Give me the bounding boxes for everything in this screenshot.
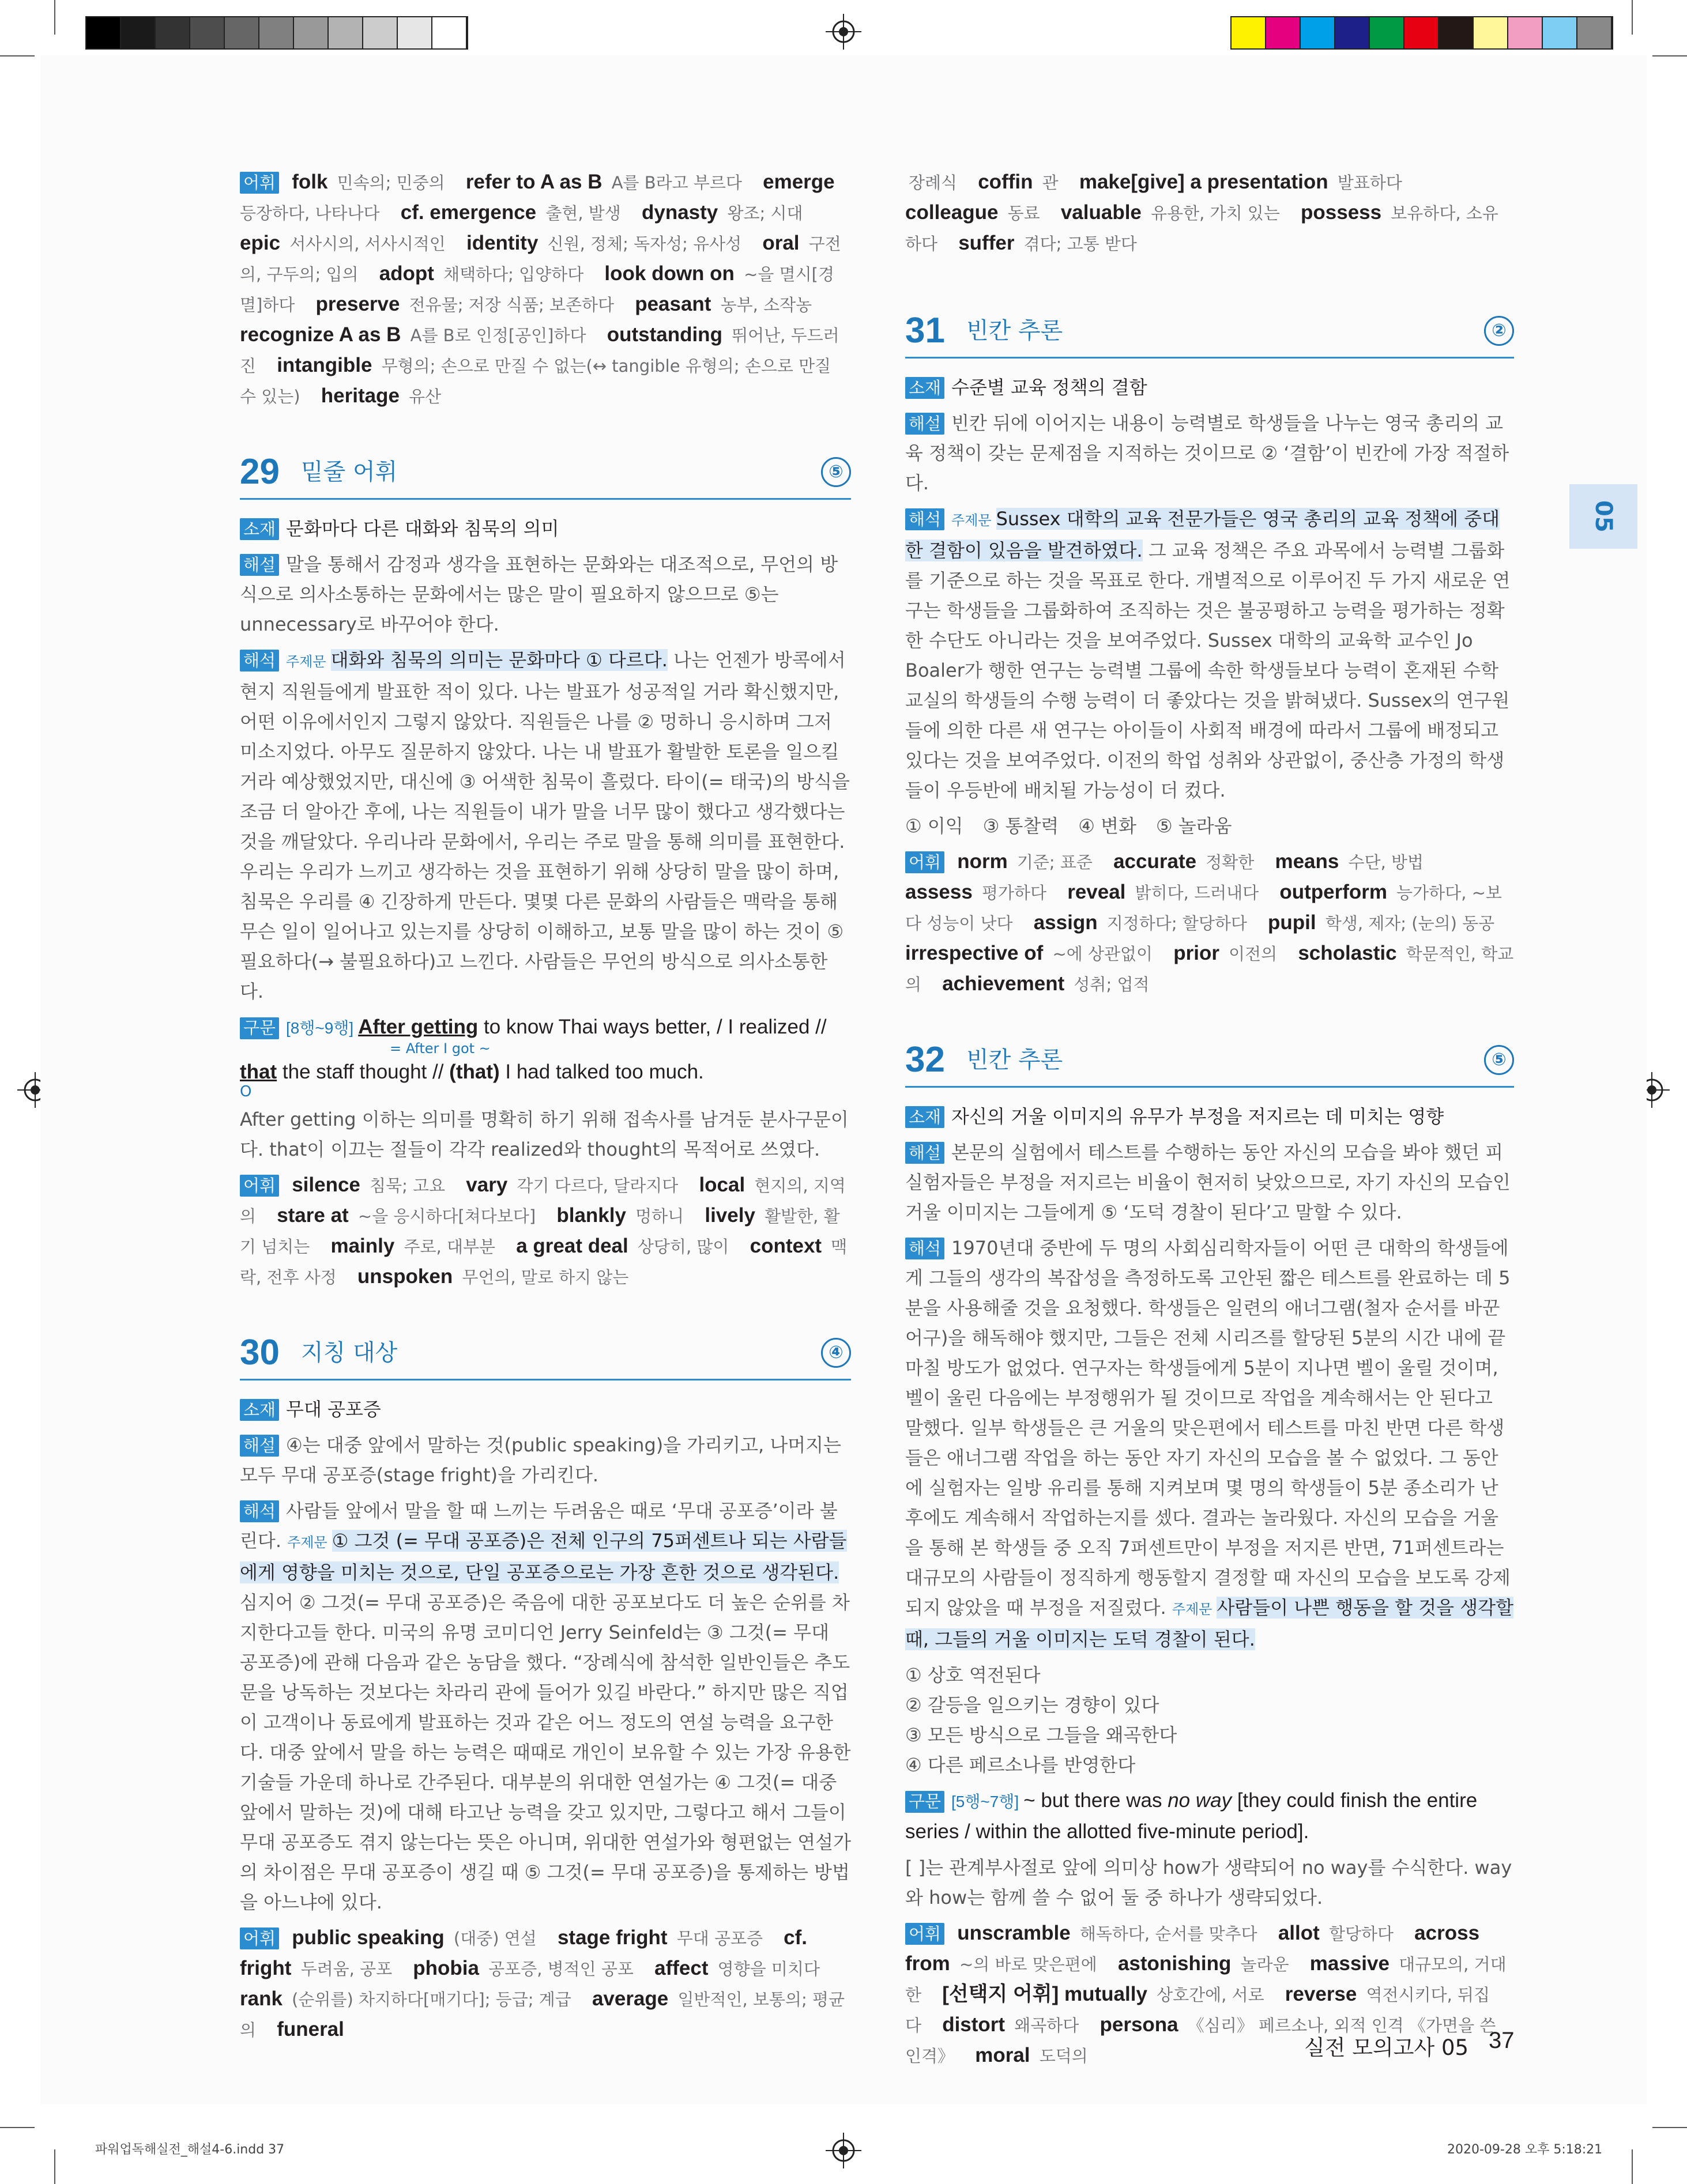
- choice-item: ② 갈등을 일으키는 경향이 있다: [905, 1694, 1159, 1716]
- haeseol-text: 말을 통해서 감정과 생각을 표현하는 문화와는 대조적으로, 무언의 방식으로 의사소통하는 문화에서는 많은 말이 필요하지 않으므로 ⑤는 unnecessary로 바꾸어야 한다.: [240, 553, 838, 635]
- vocab-list: [240, 167, 851, 412]
- color-swatch: [398, 17, 432, 48]
- vocab-meaning: 동료: [1007, 203, 1040, 223]
- color-swatch: [1266, 17, 1301, 48]
- vocab-meaning: 농부, 소작농: [720, 295, 812, 315]
- vocab-term: suffer: [958, 232, 1015, 254]
- vocab-meaning: 일반적인, 보통의; 평균의: [240, 1990, 845, 2040]
- topic-tag: 주제문: [951, 512, 992, 529]
- vocab-meaning: ~을 멸시[경멸]하다: [240, 265, 834, 315]
- vocab-term: colleague: [905, 201, 999, 224]
- vocab-term: assess: [905, 881, 973, 903]
- vocab-meaning: 관: [1042, 173, 1059, 193]
- choice-item: ③ 통찰력: [982, 815, 1059, 837]
- color-swatch: [1301, 17, 1335, 48]
- vocab-meaning: 할당하다: [1328, 1924, 1394, 1944]
- vocab-meaning: 신원, 정체; 독자성; 유사성: [547, 234, 742, 254]
- vocab-meaning: 영향을 미치다: [717, 1959, 820, 1979]
- vocab-list: [905, 167, 1514, 259]
- haeseok-text: 그 교육 정책은 주요 과목에서 능력별 그룹화를 기준으로 하는 것을 목표로 한다. 개별적으로 이루어진 두 가지 새로운 연구는 학생들을 그룹화하여 조직하는 것은 불공평하고 능력을 평가하는 정확한 수단도 아니라는 것을 보여주었다. Sussex 대학의 교육학 교수인 Jo Boaler가 행한 연구는 능력별 그룹에 속한 학생들보다 능력이 혼재된 수학 교실의 학생들의 수행 능력이 더 좋았다는 것을 밝혀냈다. Sussex의 연구원들에 의한 다른 새 연구는 아이들이 사회적 배경에 따라서 그룹에 배정되고 있다는 것을 보여주었다. 이전의 학업 성취와 상관없이, 중산층 가정의 학생들이 우등반에 배치될 가능성이 더 컸다.: [905, 540, 1511, 801]
- file-slug: 파워업독해실전_해설4-6.indd 37: [95, 2142, 285, 2157]
- color-swatch: [1370, 17, 1404, 48]
- vocab-term: valuable: [1060, 201, 1142, 224]
- vocab-meaning: 맥락, 전후 사정: [240, 1237, 848, 1287]
- question-type: 밑줄 어휘: [301, 459, 398, 485]
- color-swatch: [1577, 17, 1612, 48]
- vocab-term: adopt: [379, 262, 434, 285]
- haeseol-tag: 해설: [240, 1435, 279, 1457]
- vocab-meaning: 《심리》 페르소나, 외적 인격 《가면을 쓴 인격》: [905, 2016, 1496, 2066]
- grayscale-color-bar: [85, 16, 468, 50]
- answer-badge: ④: [821, 1338, 851, 1368]
- vocab-meaning: 채택하다; 입양하다: [443, 265, 584, 284]
- vocab-meaning: 출현, 발생: [545, 203, 621, 223]
- vocab-term: accurate: [1113, 850, 1197, 873]
- vocab-list: [240, 1923, 851, 2045]
- crop-mark: [1652, 2127, 1687, 2128]
- gumun-text: ~ but there was: [1023, 1789, 1168, 1812]
- vocab-list: [240, 1170, 851, 1292]
- gumun-text: I had talked too much.: [505, 1061, 704, 1083]
- vocab-term: distort: [942, 2013, 1006, 2036]
- haeseol-tag: 해설: [905, 413, 944, 435]
- gumun-text: to know Thai ways better, / I realized //: [483, 1016, 827, 1038]
- right-column: [905, 167, 1514, 2077]
- gumun-ref: [8행~9행]: [286, 1019, 354, 1037]
- vocab-meaning: 멍하니: [635, 1206, 684, 1226]
- vocab-meaning: 겪다; 고통 받다: [1023, 234, 1137, 254]
- vocab-term: scholastic: [1298, 942, 1397, 964]
- section-31-header: [905, 305, 1514, 359]
- vocab-term: rank: [240, 1987, 283, 2010]
- gumun-ref: [5행~7행]: [951, 1793, 1019, 1810]
- haeseok-text: 심지어 ② 그것(= 무대 공포증)은 죽음에 대한 공포보다도 더 높은 순위를 차지한다고들 한다. 미국의 유명 코미디언 Jerry Seinfeld는 ③ 그것(= 무대 공포증)에 관해 다음과 같은 농담을 했다. “장례식에 참석한 일반인들은 추도문을 낭독하는 것보다는 차라리 관에 들어가 있길 바란다.” 하지만 많은 직업이 고객이나 동료에게 발표하는 것과 같은 어느 정도의 연설 능력을 요구한다. 대중 앞에서 말을 하는 능력은 때때로 개인이 보유할 수 있는 가장 유용한 기술들 가운데 하나로 간주된다. 대부분의 위대한 연설가는 ④ 그것(= 대중 앞에서 말하는 것)에 대해 타고난 능력을 갖고 있지만, 그렇다고 해서 그들이 무대 공포증도 겪지 않는다는 뜻은 아니며, 위대한 연설가와 형편없는 연설가의 차이점은 무대 공포증이 생길 때 ⑤ 그것(= 무대 공포증)을 통제하는 방법을 아느냐에 있다.: [240, 1591, 851, 1913]
- choice-item: ① 이익: [905, 815, 963, 837]
- vocab-term: lively: [705, 1204, 755, 1227]
- vocab-tag: 어휘: [905, 1923, 944, 1945]
- vocab-term: allot: [1278, 1922, 1320, 1944]
- vocab-term: persona: [1099, 2013, 1178, 2036]
- gumun-explanation: [ ]는 관계부사절로 앞에 의미상 how가 생략되어 no way를 수식한다. way와 how는 함께 쓸 수 없어 둘 중 하나가 생략되었다.: [905, 1857, 1512, 1908]
- topic-tag: 주제문: [286, 654, 326, 670]
- crop-mark: [1632, 0, 1633, 35]
- vocab-meaning: 유산: [409, 387, 442, 406]
- color-swatch: [1404, 17, 1439, 48]
- color-swatch: [329, 17, 363, 48]
- vocab-term: mainly: [330, 1235, 395, 1257]
- haeseok: [905, 1233, 1514, 1654]
- gumun-line2: [240, 1057, 851, 1087]
- vocab-meaning: 놀라운: [1240, 1955, 1289, 1974]
- vocab-term: oral: [762, 232, 800, 254]
- haeseol: [905, 1137, 1514, 1227]
- vocab-meaning: A를 B로 인정[공인]하다: [410, 326, 586, 345]
- footer-title: 실전 모의고사 05: [1304, 2035, 1469, 2060]
- haeseok-tag: 해석: [240, 650, 279, 672]
- vocab-meaning: 해독하다, 순서를 맞추다: [1079, 1924, 1257, 1944]
- haeseol: [905, 408, 1514, 498]
- haeseok: [240, 645, 851, 1006]
- vocab-meaning: 구전의, 구두의; 입의: [240, 234, 841, 284]
- vocab-meaning: A를 B라고 부르다: [611, 173, 742, 193]
- crop-mark: [0, 2127, 35, 2128]
- vocab-meaning: 왜곡하다: [1014, 2016, 1079, 2035]
- haeseok-tag: 해석: [240, 1500, 279, 1522]
- gumun-that-omitted: (that): [449, 1061, 500, 1083]
- haeseol-tag: 해설: [240, 554, 279, 576]
- vocab-term: stare at: [277, 1204, 349, 1227]
- sojae-tag: 소재: [240, 518, 279, 540]
- color-swatch: [121, 17, 156, 48]
- vocab-term: folk: [292, 171, 328, 193]
- choice-list: [905, 811, 1514, 841]
- sojae-tag: 소재: [905, 1106, 944, 1128]
- gumun-phrase: After getting: [358, 1016, 479, 1038]
- vocab-meaning: 학문적인, 학교의: [905, 944, 1514, 994]
- vocab-term: peasant: [635, 293, 711, 315]
- gumun-phrase: no way: [1168, 1789, 1232, 1812]
- vocab-meaning: 두려움, 공포: [300, 1959, 393, 1979]
- vocab-term: stage fright: [557, 1926, 668, 1949]
- vocab-term: affect: [654, 1957, 709, 1979]
- vocab-term: achievement: [942, 972, 1065, 995]
- choice-list: [905, 1660, 1514, 1780]
- date-slug: 2020-09-28 오후 5:18:21: [1447, 2142, 1603, 2157]
- vocab-term: refer to A as B: [465, 171, 602, 193]
- vocab-meaning: 장례식: [909, 173, 958, 193]
- vocab-term: make[give] a presentation: [1079, 171, 1328, 193]
- vocab-term: pupil: [1268, 911, 1316, 934]
- haeseol-text: ④는 대중 앞에서 말하는 것(public speaking)을 가리키고, 나머지는 모두 무대 공포증(stage fright)을 가리킨다.: [240, 1434, 841, 1486]
- vocab-term: intangible: [277, 354, 372, 376]
- color-swatch: [1543, 17, 1577, 48]
- haeseol: [240, 1430, 851, 1490]
- choice-item: ③ 모든 방식으로 그들을 왜곡한다: [905, 1724, 1177, 1746]
- gumun-note: = After I got ~: [390, 1040, 491, 1057]
- vocab-term: assign: [1033, 911, 1098, 934]
- vocab-term: irrespective of: [905, 942, 1044, 964]
- sojae: [240, 514, 851, 544]
- vocab-meaning: 무대 공포증: [676, 1929, 763, 1948]
- section-32-header: [905, 1034, 1514, 1088]
- vocab-term: emerge: [763, 171, 835, 193]
- vocab-term: possess: [1301, 201, 1382, 224]
- color-swatch: [432, 17, 467, 48]
- answer-badge: ⑤: [821, 457, 851, 487]
- vocab-meaning: 뛰어난, 두드러진: [240, 326, 839, 376]
- vocab-term: means: [1275, 850, 1339, 873]
- vocab-term: massive: [1309, 1952, 1389, 1975]
- haeseol: [240, 549, 851, 639]
- question-number: 30: [240, 1333, 280, 1372]
- vocab-term: cf. fright: [240, 1926, 808, 1979]
- vocab-meaning: 각기 다르다, 달라지다: [517, 1176, 679, 1195]
- chapter-tab: 05: [1569, 484, 1637, 549]
- vocab-term: vary: [466, 1174, 508, 1196]
- vocab-term: moral: [975, 2044, 1030, 2066]
- haeseol-text: 본문의 실험에서 테스트를 수행하는 동안 자신의 모습을 봐야 했던 피실험자들은 부정을 저지르는 비율이 현저히 낮았으므로, 자기 자신의 모습인 거울 이미지는 그들에게 ⑤ ‘도덕 경찰이 된다’고 말할 수 있다.: [905, 1141, 1511, 1223]
- vocab-meaning: ~에 상관없이: [1052, 944, 1153, 964]
- vocab-term: unscramble: [957, 1922, 1071, 1944]
- object-mark: O: [240, 1083, 252, 1100]
- color-swatch: [156, 17, 190, 48]
- vocab-meaning: 대규모의, 거대한: [905, 1955, 1507, 2005]
- color-swatch: [1508, 17, 1543, 48]
- vocab-meaning: 성취; 업적: [1074, 975, 1150, 994]
- vocab-term: [선택지 어휘] mutually: [942, 1983, 1147, 2005]
- color-swatch: [1474, 17, 1508, 48]
- color-swatch: [1439, 17, 1474, 48]
- gumun-that: that: [240, 1061, 277, 1083]
- crop-mark: [1652, 55, 1687, 56]
- vocab-term: blankly: [556, 1204, 626, 1227]
- vocab-meaning: 전유물; 저장 식품; 보존하다: [409, 295, 615, 315]
- question-number: 32: [905, 1040, 945, 1080]
- vocab-meaning: 유용한, 가치 있는: [1151, 203, 1280, 223]
- crop-mark: [54, 0, 55, 35]
- vocab-meaning: 이전의: [1229, 944, 1278, 964]
- vocab-term: local: [699, 1174, 745, 1196]
- vocab-meaning: 활발한, 활기 넘치는: [240, 1206, 840, 1257]
- vocab-tag: 어휘: [240, 1175, 279, 1197]
- vocab-term: cf. emergence: [400, 201, 537, 224]
- vocab-meaning: 수단, 방법: [1348, 853, 1424, 872]
- vocab-term: norm: [957, 850, 1008, 873]
- vocab-tag: 어휘: [240, 172, 279, 194]
- sojae-tag: 소재: [240, 1399, 279, 1421]
- sojae: [905, 1102, 1514, 1131]
- vocab-meaning: 능가하다, ~보다 성능이 낫다: [905, 883, 1502, 933]
- haeseol-tag: 해설: [905, 1142, 944, 1164]
- page-number: 37: [1489, 2028, 1515, 2053]
- vocab-term: look down on: [604, 262, 735, 285]
- vocab-meaning: 도덕의: [1039, 2046, 1088, 2066]
- vocab-term: across from: [905, 1922, 1480, 1975]
- haeseol-text: 빈칸 뒤에 이어지는 내용이 능력별로 학생들을 나누는 영국 총리의 교육 정책이 갖는 문제점을 지적하는 것이므로 ② ‘결함’이 빈칸에 가장 적절하다.: [905, 412, 1509, 494]
- gumun-text: [they could finish the entire series / within the allotted five-minute period].: [905, 1789, 1478, 1843]
- section-30-header: [240, 1327, 851, 1380]
- vocab-meaning: 평가하다: [981, 883, 1047, 903]
- vocab-meaning: 왕조; 시대: [727, 203, 803, 223]
- vocab-term: preserve: [315, 293, 400, 315]
- topic-sentence: Sussex 대학의 교육 전문가들은 영국 총리의 교육 정책에 중대한 결함이 있음을 발견하였다.: [905, 508, 1500, 561]
- question-type: 빈칸 추론: [966, 1047, 1063, 1073]
- vocab-meaning: 역전시키다, 뒤집다: [905, 1985, 1490, 2035]
- sojae-text: 수준별 교육 정책의 결함: [951, 376, 1147, 398]
- vocab-meaning: 보유하다, 소유하다: [905, 203, 1498, 254]
- vocab-term: outperform: [1279, 881, 1387, 903]
- color-swatch: [363, 17, 398, 48]
- vocab-meaning: ~을 응시하다[쳐다보다]: [357, 1206, 536, 1226]
- sojae-tag: 소재: [905, 377, 944, 399]
- vocab-term: context: [750, 1235, 822, 1257]
- topic-sentence: 사람들이 나쁜 행동을 할 것을 생각할 때, 그들의 거울 이미지는 도덕 경찰이 된다.: [905, 1597, 1513, 1650]
- answer-badge: ⑤: [1484, 1045, 1514, 1075]
- question-number: 31: [905, 311, 945, 350]
- vocab-meaning: (순위를) 차지하다[매기다]; 등급; 계급: [292, 1990, 571, 2009]
- vocab-meaning: 무형의; 손으로 만질 수 없는(↔ tangible 유형의; 손으로 만질 수 있는): [240, 356, 831, 406]
- gumun-tag: 구문: [905, 1791, 944, 1813]
- vocab-term: average: [592, 1987, 669, 2010]
- vocab-term: recognize A as B: [240, 323, 401, 346]
- registration-mark-icon: [826, 2133, 861, 2168]
- vocab-term: outstanding: [607, 323, 722, 346]
- answer-badge: ②: [1484, 316, 1514, 346]
- sojae: [240, 1394, 851, 1424]
- gumun: [905, 1786, 1514, 1847]
- gumun-explanation: After getting 이하는 의미를 명확히 하기 위해 접속사를 남겨둔 분사구문이다. that이 이끄는 절들이 각각 realized와 thought의 목적어로 쓰였다.: [240, 1108, 849, 1160]
- choice-item: ① 상호 역전된다: [905, 1664, 1041, 1686]
- haeseok-tag: 해석: [905, 1238, 944, 1259]
- vocab-tag: 어휘: [905, 851, 944, 873]
- vocab-meaning: 무언의, 말로 하지 않는: [462, 1268, 629, 1287]
- topic-tag: 주제문: [1172, 1601, 1212, 1617]
- vocab-term: reveal: [1067, 881, 1126, 903]
- vocab-term: epic: [240, 232, 281, 254]
- haeseok-text: 1970년대 중반에 두 명의 사회심리학자들이 어떤 큰 대학의 학생들에게 그들의 생각의 복잡성을 측정하도록 고안된 짧은 테스트를 완료하는 데 5분을 사용해줄 것을 요청했다. 학생들은 일련의 애너그램(철자 순서를 바꾼 어구)을 해독해야 했지만, 그들은 전체 시리즈를 할당된 5분의 시간 내에 끝마칠 방도가 없었다. 연구자는 학생들에게 5분이 지나면 벨이 울릴 것이며, 벨이 울린 다음에는 부정행위가 될 것이므로 작업을 계속해서는 안 된다고 말했다. 일부 학생들은 큰 거울의 맞은편에서 테스트를 마친 반면 다른 학생들은 애너그램 작업을 하는 동안 자기 자신의 모습을 볼 수 없었다. 그 동안에 실험자는 일방 유리를 통해 지켜보며 몇 명의 학생들이 5분 종소리가 난 후에도 계속해서 작업하는지를 셌다. 결과는 놀라웠다. 자신의 모습을 거울을 통해 본 학생들 중 오직 7퍼센트만이 부정을 저지른 반면, 71퍼센트라는 대규모의 사람들이 정직하게 행동할지 결정할 때 자신의 모습을 보도록 강제되지 않았을 때 부정을 저질렀다.: [905, 1237, 1511, 1619]
- topic-tag: 주제문: [287, 1534, 327, 1551]
- vocab-meaning: 학생, 제자; (눈의) 동공: [1325, 914, 1495, 933]
- sojae: [905, 372, 1514, 402]
- choice-item: ⑤ 놀라움: [1155, 815, 1232, 837]
- vocab-meaning: 발표하다: [1337, 173, 1402, 193]
- haeseok: [905, 504, 1514, 805]
- sojae-text: 무대 공포증: [286, 1398, 381, 1420]
- gumun: [240, 1012, 851, 1043]
- topic-sentence: ① 그것 (= 무대 공포증)은 전체 인구의 75퍼센트나 되는 사람들에게 영향을 미치는 것으로, 단일 공포증으로는 가장 흔한 것으로 생각된다.: [240, 1530, 847, 1583]
- vocab-tag: 어휘: [240, 1927, 279, 1949]
- haeseok: [240, 1496, 851, 1917]
- haeseok-tag: 해석: [905, 508, 944, 530]
- vocab-meaning: 서사시의, 서사시적인: [289, 234, 446, 254]
- color-swatch: [259, 17, 294, 48]
- vocab-meaning: 상당히, 많이: [637, 1237, 729, 1257]
- crop-mark: [1632, 2149, 1633, 2184]
- color-swatch: [1232, 17, 1266, 48]
- gumun-text: the staff thought //: [282, 1061, 450, 1083]
- choice-item: ④ 변화: [1078, 815, 1136, 837]
- haeseok-text: 사람들 앞에서 말을 할 때 느끼는 두려움은 때로 ‘무대 공포증’이라 불린다.: [240, 1500, 838, 1552]
- color-swatch: [190, 17, 225, 48]
- sojae-text: 문화마다 다른 대화와 침묵의 의미: [286, 518, 559, 540]
- vocab-meaning: 공포증, 병적인 공포: [488, 1959, 634, 1979]
- vocab-meaning: 지정하다; 할당하다: [1106, 914, 1247, 933]
- section-29-header: [240, 446, 851, 500]
- vocab-meaning: ~의 바로 맞은편에: [959, 1955, 1097, 1974]
- topic-sentence: 대화와 침묵의 의미는 문화마다 ① 다르다.: [330, 649, 668, 671]
- haeseok-text: 나는 언젠가 방콕에서 현지 직원들에게 발표한 적이 있다. 나는 발표가 성공적일 거라 확신했지만, 어떤 이유에서인지 그렇지 않았다. 직원들은 나를 ② 멍하니 응시하며 그저 미소지었다. 아무도 질문하지 않았다. 나는 내 발표가 활발한 토론을 일으킬 거라 예상했었지만, 대신에 ③ 어색한 침묵이 흘렀다. 타이(= 태국)의 방식을 조금 더 알아간 후에, 나는 직원들이 내가 말을 너무 많이 했다고 생각했다는 것을 깨달았다. 우리나라 문화에서, 우리는 주로 말을 통해 의미를 표현한다. 우리는 우리가 느끼고 생각하는 것을 표현하기 위해 상당히 말을 많이 하며, 침묵은 우리를 ④ 긴장하게 만든다. 몇몇 다른 문화의 사람들은 맥락을 통해 무슨 일이 일어나고 있는지를 상당히 이해하고, 보통 말을 많이 하는 것이 ⑤ 필요하다(→ 불필요하다)고 느낀다. 사람들은 무언의 방식으로 의사소통한다.: [240, 649, 850, 1002]
- vocab-meaning: 정확한: [1206, 853, 1255, 872]
- vocab-term: identity: [466, 232, 539, 254]
- left-column: [240, 167, 851, 2051]
- vocab-list: [905, 847, 1514, 999]
- vocab-term: heritage: [321, 384, 400, 407]
- question-number: 29: [240, 452, 280, 492]
- vocab-meaning: 주로, 대부분: [404, 1237, 496, 1257]
- gumun-tag: 구문: [240, 1017, 279, 1039]
- vocab-term: dynasty: [641, 201, 718, 224]
- vocab-term: coffin: [978, 171, 1033, 193]
- vocab-term: silence: [292, 1174, 360, 1196]
- vocab-term: phobia: [413, 1957, 479, 1979]
- vocab-meaning: 침묵; 고요: [370, 1176, 446, 1195]
- vocab-meaning: 현지의, 지역의: [240, 1176, 846, 1226]
- process-color-bar: [1230, 16, 1613, 50]
- color-swatch: [294, 17, 329, 48]
- vocab-term: unspoken: [357, 1265, 453, 1288]
- vocab-term: astonishing: [1117, 1952, 1232, 1975]
- color-swatch: [86, 17, 121, 48]
- vocab-meaning: 밝히다, 드러내다: [1135, 883, 1259, 903]
- vocab-term: a great deal: [516, 1235, 628, 1257]
- vocab-term: reverse: [1285, 1983, 1357, 2005]
- vocab-meaning: 민속의; 민중의: [337, 173, 445, 193]
- choice-item: ④ 다른 페르소나를 반영한다: [905, 1754, 1136, 1776]
- vocab-meaning: 기준; 표준: [1016, 853, 1093, 872]
- vocab-meaning: (대중) 연설: [453, 1929, 537, 1948]
- vocab-meaning: 상호간에, 서로: [1157, 1985, 1264, 2005]
- vocab-term: funeral: [277, 2018, 344, 2040]
- crop-mark: [0, 55, 35, 56]
- registration-mark-icon: [826, 14, 861, 50]
- color-swatch: [1335, 17, 1370, 48]
- vocab-term: public speaking: [292, 1926, 445, 1949]
- sojae-text: 자신의 거울 이미지의 유무가 부정을 저지르는 데 미치는 영향: [951, 1106, 1444, 1127]
- crop-mark: [54, 2149, 55, 2184]
- vocab-meaning: 등장하다, 나타나다: [240, 203, 380, 223]
- question-type: 빈칸 추론: [966, 318, 1063, 344]
- vocab-term: prior: [1173, 942, 1219, 964]
- question-type: 지칭 대상: [301, 1340, 398, 1366]
- color-swatch: [225, 17, 259, 48]
